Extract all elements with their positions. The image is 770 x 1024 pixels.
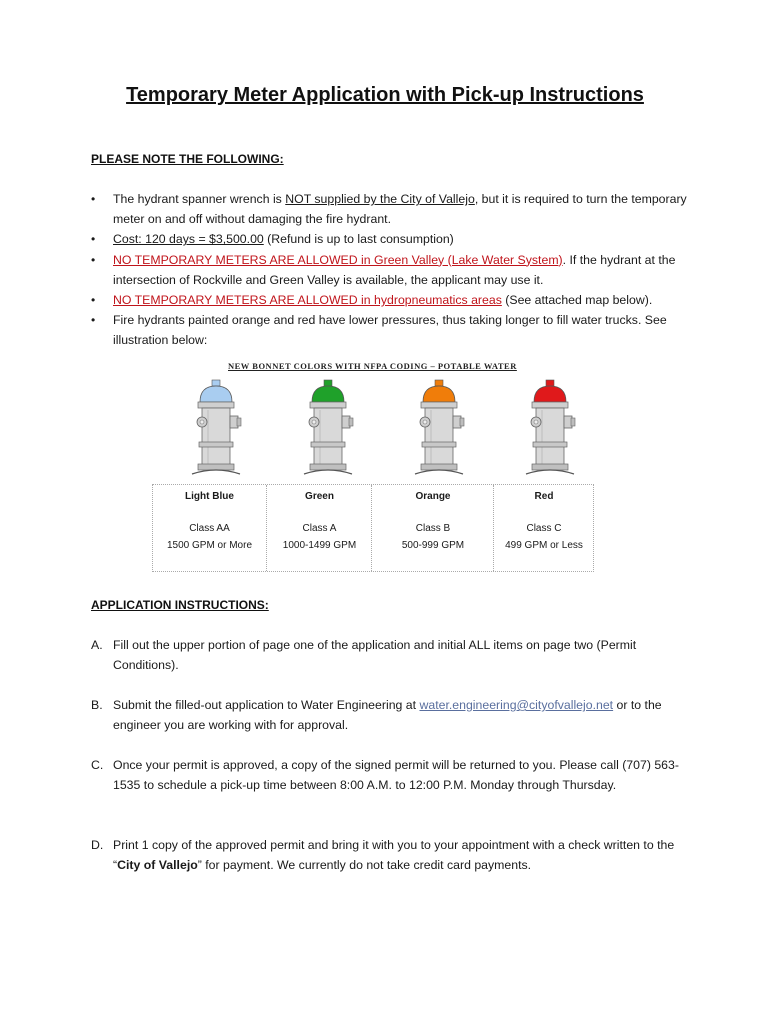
- bullet-icon: •: [91, 313, 96, 328]
- class-column: [371, 485, 494, 571]
- illustration-banner: NEW BONNET COLORS WITH NFPA CODING – POTABLE WATER: [228, 361, 517, 371]
- class-column: [493, 485, 594, 571]
- step-text: Once your permit is approved, a copy of the signed permit will be returned to you. Please call (707) 563-1535 to schedule a pick-up time between 8:00 A.M. to 12:00 P.M. Monday through Thursday.: [113, 758, 679, 792]
- class-label: Class A: [302, 523, 337, 534]
- email-link[interactable]: water.engineering@cityofvallejo.net: [419, 698, 614, 712]
- step-d: [91, 835, 691, 875]
- note-emphasis: NOT supplied by the City of Vallejo: [285, 192, 475, 206]
- note-item-pressure: [91, 310, 691, 350]
- step-a: [91, 635, 691, 675]
- gpm-label: 1500 GPM or More: [166, 540, 253, 551]
- hydrant-orange-icon: [409, 378, 469, 488]
- hydrant-green-icon: [298, 378, 358, 488]
- step-letter: B.: [91, 698, 103, 712]
- class-label: Class C: [526, 523, 562, 534]
- note-text: , but it is required to turn the temporary meter on and off without damaging the fire hydrant.: [113, 192, 687, 227]
- note-item-green-valley: [91, 250, 691, 290]
- step-text-part: Print 1 copy of the approved permit and bring it with you to your appointment with a check written to the “: [113, 838, 675, 872]
- note-warning: NO TEMPORARY METERS ARE ALLOWED in hydropneumatics areas: [113, 293, 502, 308]
- note-text: (See attached map below).: [501, 293, 653, 308]
- class-label: Class B: [415, 523, 451, 534]
- note-text: (Refund is up to last consumption): [263, 232, 454, 247]
- note-emphasis: Cost: 120 days = $3,500.00: [113, 232, 264, 247]
- step-c: [91, 755, 691, 795]
- note-text: . If the hydrant at the intersection of Rockville and Green Valley is available, the applicant may use it.: [113, 252, 676, 287]
- note-warning: NO TEMPORARY METERS ARE ALLOWED in Green Valley (Lake Water System): [113, 252, 563, 267]
- note-text: Fire hydrants painted orange and red have lower pressures, thus taking longer to fill water trucks. See illustration below:: [113, 313, 667, 348]
- color-name: Light Blue: [185, 491, 234, 502]
- class-label: Class AA: [189, 523, 230, 534]
- bullet-icon: •: [91, 252, 96, 267]
- gpm-label: 1000-1499 GPM: [282, 540, 357, 551]
- note-item-hydropneumatics: [91, 290, 691, 310]
- color-name: Red: [534, 491, 554, 502]
- bullet-icon: •: [91, 293, 96, 308]
- step-text-part: or to the engineer you are working with for approval.: [113, 698, 662, 732]
- hydrant-color-illustration: [150, 358, 595, 573]
- bullet-icon: •: [91, 192, 96, 206]
- step-text: Fill out the upper portion of page one of the application and initial ALL items on page two (Permit Conditions).: [113, 638, 637, 672]
- step-letter: A.: [91, 638, 103, 652]
- step-text: [113, 695, 691, 735]
- note-item-wrench: [91, 189, 691, 229]
- page-title: Temporary Meter Application with Pick-up Instructions: [126, 84, 644, 106]
- note-item-cost: [91, 229, 691, 249]
- note-heading: PLEASE NOTE THE FOLLOWING:: [91, 152, 284, 166]
- step-letter: D.: [91, 838, 104, 852]
- note-text: The hydrant spanner wrench is: [113, 192, 286, 206]
- payee-name: City of Vallejo: [117, 858, 198, 872]
- hydrant-class-table: [152, 484, 594, 572]
- step-text: [113, 835, 691, 875]
- bullet-icon: •: [91, 232, 96, 247]
- gpm-label: 499 GPM or Less: [505, 540, 583, 551]
- application-heading: APPLICATION INSTRUCTIONS:: [91, 598, 269, 612]
- step-text-part: Submit the filled-out application to Water Engineering at: [113, 698, 420, 712]
- color-name: Green: [305, 491, 334, 502]
- class-column: [266, 485, 372, 571]
- hydrant-light-blue-icon: [186, 378, 246, 488]
- step-b: [91, 695, 691, 735]
- step-text-part: ” for payment. We currently do not take credit card payments.: [197, 858, 532, 872]
- color-name: Orange: [415, 491, 451, 502]
- gpm-label: 500-999 GPM: [401, 540, 465, 551]
- note-list: [91, 189, 691, 351]
- hydrant-red-icon: [520, 378, 580, 488]
- step-letter: C.: [91, 758, 104, 772]
- class-column: [153, 485, 266, 571]
